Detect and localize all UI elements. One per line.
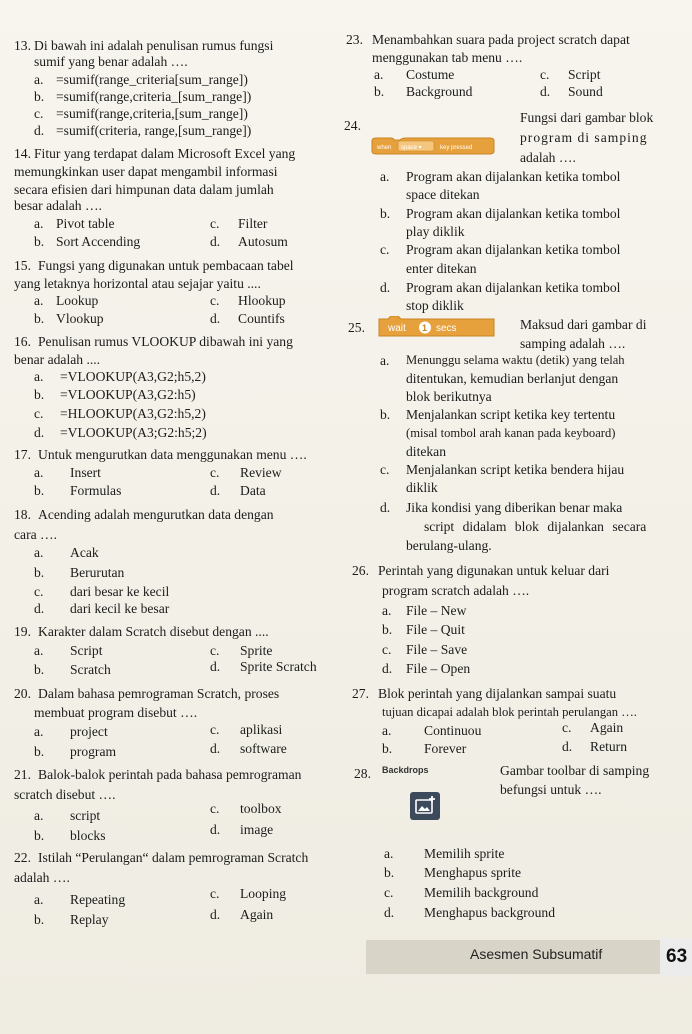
q21-option-d-letter: d. xyxy=(210,822,221,837)
q18-stem-line2: cara …. xyxy=(14,527,58,542)
block-wait-text: wait xyxy=(388,323,406,334)
q21-option-c[interactable]: toolbox xyxy=(240,801,282,816)
q27-option-c-letter: c. xyxy=(562,720,572,735)
q13-option-b-letter: b. xyxy=(34,89,45,104)
q20-option-b[interactable]: program xyxy=(70,744,117,759)
q25-option-c-line1[interactable]: Menjalankan script ketika bendera hijau xyxy=(406,462,625,477)
q22-option-d[interactable]: Again xyxy=(240,907,274,922)
q21-option-b-letter: b. xyxy=(34,828,45,843)
q27-stem-line2: tujuan dicapai adalah blok perintah perulangan …. xyxy=(382,705,637,719)
q16-option-d[interactable]: =VLOOKUP(A3;G2:h5;2) xyxy=(60,425,207,440)
q25-option-a-letter: a. xyxy=(380,353,390,368)
q14-option-a[interactable]: Pivot table xyxy=(56,216,115,231)
q14-option-d[interactable]: Autosum xyxy=(238,234,288,249)
q24-option-a-line1[interactable]: Program akan dijalankan ketika tombol xyxy=(406,169,621,184)
q25-option-a-line1[interactable]: Menunggu selama waktu (detik) yang telah xyxy=(406,353,625,367)
q20-number: 20. xyxy=(14,686,31,701)
q21-option-c-letter: c. xyxy=(210,801,220,816)
q24-option-d-letter: d. xyxy=(380,280,391,295)
q18-number: 18. xyxy=(14,507,31,522)
q27-number: 27. xyxy=(352,686,369,701)
q26-option-b[interactable]: File – Quit xyxy=(406,622,465,637)
q13-option-a-letter: a. xyxy=(34,72,44,87)
footer-label: Asesmen Subsumatif xyxy=(470,946,603,962)
q20-stem-line2: membuat program disebut …. xyxy=(34,705,198,720)
q14-option-c[interactable]: Filter xyxy=(238,216,268,231)
q22-option-b[interactable]: Replay xyxy=(70,912,109,927)
q18-option-d[interactable]: dari kecil ke besar xyxy=(70,601,170,616)
q13-stem-line1: Di bawah ini adalah penulisan rumus fungsi xyxy=(34,38,274,53)
q25-option-a-line3[interactable]: blok berikutnya xyxy=(406,389,492,404)
q26-stem-line1: Perintah yang digunakan untuk keluar dari xyxy=(378,563,610,578)
q15-option-d[interactable]: Countifs xyxy=(238,311,285,326)
q18-option-b-letter: b. xyxy=(34,565,45,580)
q17-option-a[interactable]: Insert xyxy=(70,465,101,480)
q14-option-c-letter: c. xyxy=(210,216,220,231)
q16-stem-line1: Penulisan rumus VLOOKUP dibawah ini yang xyxy=(38,334,293,349)
q26-option-b-letter: b. xyxy=(382,622,393,637)
q25-option-b-line1[interactable]: Menjalankan script ketika key tertentu xyxy=(406,407,616,422)
q19-option-c-letter: c. xyxy=(210,643,220,658)
q23-stem-line2: menggunakan tab menu …. xyxy=(372,50,523,65)
q20-option-d[interactable]: software xyxy=(240,741,287,756)
q27-option-d[interactable]: Return xyxy=(590,739,627,754)
image-add-icon xyxy=(410,792,440,820)
q17-stem-line1: Untuk mengurutkan data menggunakan menu …. xyxy=(38,447,307,462)
q23-option-c-letter: c. xyxy=(540,67,550,82)
q13-number: 13. xyxy=(14,38,31,53)
q16-option-b-letter: b. xyxy=(34,387,45,402)
q15-option-b-letter: b. xyxy=(34,311,45,326)
q25-number: 25. xyxy=(348,320,365,335)
q25-option-d-line3[interactable]: berulang-ulang. xyxy=(406,538,492,553)
q25-option-b-line2[interactable]: (misal tombol arah kanan pada keyboard) xyxy=(406,426,616,440)
q25-option-b-letter: b. xyxy=(380,407,391,422)
q22-stem-line1: Istilah “Perulangan“ dalam pemrograman Scratch xyxy=(38,850,309,865)
q19-option-b[interactable]: Scratch xyxy=(70,662,111,677)
q28-option-d[interactable]: Menghapus background xyxy=(424,905,555,920)
q19-option-b-letter: b. xyxy=(34,662,45,677)
q23-option-d[interactable]: Sound xyxy=(568,84,603,99)
q21-stem-line2: scratch disebut …. xyxy=(14,787,116,802)
q19-option-a-letter: a. xyxy=(34,643,44,658)
q24-option-c-letter: c. xyxy=(380,242,390,257)
q24-option-c-line1[interactable]: Program akan dijalankan ketika tombol xyxy=(406,242,621,257)
q23-option-b-letter: b. xyxy=(374,84,385,99)
q24-option-b-line2[interactable]: play diklik xyxy=(406,224,465,239)
q28-option-a-letter: a. xyxy=(384,846,394,861)
q15-number: 15. xyxy=(14,258,31,273)
q28-stem-line2: befungsi untuk …. xyxy=(500,782,602,797)
q23-option-d-letter: d. xyxy=(540,84,551,99)
q17-number: 17. xyxy=(14,447,31,462)
q27-option-b-letter: b. xyxy=(382,741,393,756)
q20-option-b-letter: b. xyxy=(34,744,45,759)
block-when-text: when xyxy=(377,145,392,151)
q24-option-b-line1[interactable]: Program akan dijalankan ketika tombol xyxy=(406,206,621,221)
q16-option-c[interactable]: =HLOOKUP(A3,G2:h5,2) xyxy=(60,406,206,421)
q13-stem-line2: sumif yang benar adalah …. xyxy=(34,54,188,69)
q26-option-c[interactable]: File – Save xyxy=(406,642,468,657)
q15-option-a[interactable]: Lookup xyxy=(56,293,99,308)
q19-stem-line1: Karakter dalam Scratch disebut dengan .... xyxy=(38,624,269,639)
q20-option-c[interactable]: aplikasi xyxy=(240,722,283,737)
q26-option-a-letter: a. xyxy=(382,603,392,618)
q15-option-b[interactable]: Vlookup xyxy=(56,311,104,326)
q28-number: 28. xyxy=(354,766,371,781)
q19-option-d-letter: d. xyxy=(210,659,221,674)
q13-option-b[interactable]: =sumif(range,criteria_[sum_range]) xyxy=(56,89,252,104)
q16-option-a[interactable]: =VLOOKUP(A3,G2;h5,2) xyxy=(60,369,206,384)
q13-option-d[interactable]: =sumif(criteria, range,[sum_range]) xyxy=(56,123,252,138)
q16-option-d-letter: d. xyxy=(34,425,45,440)
q24-stem-line1: Fungsi dari gambar blok xyxy=(520,110,654,125)
q17-option-c-letter: c. xyxy=(210,465,220,480)
q15-option-d-letter: d. xyxy=(210,311,221,326)
q15-option-a-letter: a. xyxy=(34,293,44,308)
q25-option-c-letter: c. xyxy=(380,462,390,477)
q22-option-c[interactable]: Looping xyxy=(240,886,287,901)
q18-option-d-letter: d. xyxy=(34,601,45,616)
q28-option-c[interactable]: Memilih background xyxy=(424,885,539,900)
block-secs-text: secs xyxy=(436,323,457,334)
q25-option-d-line1[interactable]: Jika kondisi yang diberikan benar maka xyxy=(406,500,623,515)
q13-option-d-letter: d. xyxy=(34,123,45,138)
q18-option-b[interactable]: Berurutan xyxy=(70,565,125,580)
event-block-icon xyxy=(370,137,496,155)
q15-option-c[interactable]: Hlookup xyxy=(238,293,286,308)
wait-secs-block xyxy=(378,316,496,343)
block-space-text: space ▾ xyxy=(401,145,422,151)
q14-option-d-letter: d. xyxy=(210,234,221,249)
q27-option-a-letter: a. xyxy=(382,723,392,738)
q26-number: 26. xyxy=(352,563,369,578)
q23-option-a-letter: a. xyxy=(374,67,384,82)
q23-option-b[interactable]: Background xyxy=(406,84,473,99)
q24-option-a-line2[interactable]: space ditekan xyxy=(406,187,480,202)
q18-option-c[interactable]: dari besar ke kecil xyxy=(70,584,170,599)
q17-option-a-letter: a. xyxy=(34,465,44,480)
q23-stem-line1: Menambahkan suara pada project scratch dapat xyxy=(372,32,630,47)
q20-option-c-letter: c. xyxy=(210,722,220,737)
when-key-pressed-block xyxy=(370,137,496,160)
q22-option-c-letter: c. xyxy=(210,886,220,901)
q19-option-d[interactable]: Sprite Scratch xyxy=(240,659,317,674)
q25-option-b-line3[interactable]: ditekan xyxy=(406,444,447,459)
q27-option-d-letter: d. xyxy=(562,739,573,754)
q27-option-a[interactable]: Continuou xyxy=(424,723,482,738)
q23-option-a[interactable]: Costume xyxy=(406,67,455,82)
q22-option-d-letter: d. xyxy=(210,907,221,922)
q25-stem-line1: Maksud dari gambar di xyxy=(520,317,647,332)
block-key-text: key pressed xyxy=(440,145,473,151)
q18-option-a-letter: a. xyxy=(34,545,44,560)
q27-option-c[interactable]: Again xyxy=(590,720,624,735)
q21-number: 21. xyxy=(14,767,31,782)
q13-option-c-letter: c. xyxy=(34,106,44,121)
q24-number: 24. xyxy=(344,118,361,133)
q16-number: 16. xyxy=(14,334,31,349)
q14-number: 14. xyxy=(14,146,31,161)
q15-stem-line1: Fungsi yang digunakan untuk pembacaan tabel xyxy=(38,258,294,273)
paint-new-backdrop-icon xyxy=(410,792,440,825)
q17-option-d[interactable]: Data xyxy=(240,483,266,498)
q16-stem-line2: benar adalah .... xyxy=(14,352,101,367)
page-number: 63 xyxy=(660,938,692,976)
q15-stem-line2: yang letaknya horizontal atau sejajar yaitu .... xyxy=(14,276,261,291)
q25-option-c-line2[interactable]: diklik xyxy=(406,480,438,495)
q23-option-c[interactable]: Script xyxy=(568,67,601,82)
q28-option-b-letter: b. xyxy=(384,865,395,880)
q21-option-a[interactable]: script xyxy=(70,808,101,823)
q19-option-c[interactable]: Sprite xyxy=(240,643,273,658)
q25-stem-line2: samping adalah …. xyxy=(520,336,626,351)
q28-option-c-letter: c. xyxy=(384,885,394,900)
q27-stem-line1: Blok perintah yang dijalankan sampai suatu xyxy=(378,686,617,701)
q16-option-c-letter: c. xyxy=(34,406,44,421)
q21-option-d[interactable]: image xyxy=(240,822,274,837)
q25-option-d-letter: d. xyxy=(380,500,391,515)
q27-option-b[interactable]: Forever xyxy=(424,741,467,756)
q22-option-a-letter: a. xyxy=(34,892,44,907)
q14-stem-line4: besar adalah …. xyxy=(14,198,102,213)
q26-option-d[interactable]: File – Open xyxy=(406,661,471,676)
q17-option-b-letter: b. xyxy=(34,483,45,498)
q23-number: 23. xyxy=(346,32,363,47)
q26-option-c-letter: c. xyxy=(382,642,392,657)
q24-stem-line3: adalah …. xyxy=(520,150,576,165)
q25-option-a-line2[interactable]: ditentukan, kemudian berlanjut dengan xyxy=(406,371,619,386)
q28-option-d-letter: d. xyxy=(384,905,395,920)
q22-option-b-letter: b. xyxy=(34,912,45,927)
block-seconds-value: 1 xyxy=(422,323,428,333)
q14-stem-line1: Fitur yang terdapat dalam Microsoft Excel yang xyxy=(34,146,296,161)
q13-option-c[interactable]: =sumif(range,criteria,[sum_range]) xyxy=(56,106,248,121)
q14-option-b[interactable]: Sort Accending xyxy=(56,234,141,249)
q14-option-a-letter: a. xyxy=(34,216,44,231)
q19-option-a[interactable]: Script xyxy=(70,643,103,658)
q16-option-b[interactable]: =VLOOKUP(A3,G2:h5) xyxy=(60,387,196,402)
q25-option-d-line2[interactable]: script didalam blok dijalankan secara xyxy=(424,519,647,534)
q15-option-c-letter: c. xyxy=(210,293,220,308)
q28-stem-line1: Gambar toolbar di samping xyxy=(500,763,650,778)
q20-stem-line1: Dalam bahasa pemrograman Scratch, proses xyxy=(38,686,280,701)
q24-option-c-line2[interactable]: enter ditekan xyxy=(406,261,477,276)
q17-option-b[interactable]: Formulas xyxy=(70,483,122,498)
wait-block-icon xyxy=(378,316,496,338)
q16-option-a-letter: a. xyxy=(34,369,44,384)
q28-option-b[interactable]: Menghapus sprite xyxy=(424,865,522,880)
q26-stem-line2: program scratch adalah …. xyxy=(382,583,530,598)
q14-stem-line3: secara efisien dari himpunan data dalam jumlah xyxy=(14,182,274,197)
q19-number: 19. xyxy=(14,624,31,639)
q22-option-a[interactable]: Repeating xyxy=(70,892,126,907)
q20-option-a-letter: a. xyxy=(34,724,44,739)
q26-option-d-letter: d. xyxy=(382,661,393,676)
q24-option-d-line2[interactable]: stop diklik xyxy=(406,298,464,313)
q18-option-c-letter: c. xyxy=(34,584,44,599)
q20-option-d-letter: d. xyxy=(210,741,221,756)
q14-stem-line2: memungkinkan user dapat mengambil informasi xyxy=(14,164,278,179)
q21-stem-line1: Balok-balok perintah pada bahasa pemrograman xyxy=(38,767,302,782)
q17-option-d-letter: d. xyxy=(210,483,221,498)
q22-stem-line2: adalah …. xyxy=(14,870,70,885)
q28-option-a[interactable]: Memilih sprite xyxy=(424,846,505,861)
q24-option-b-letter: b. xyxy=(380,206,391,221)
q24-option-a-letter: a. xyxy=(380,169,390,184)
q22-number: 22. xyxy=(14,850,31,865)
q21-option-b[interactable]: blocks xyxy=(70,828,106,843)
q26-option-a[interactable]: File – New xyxy=(406,603,467,618)
q24-option-d-line1[interactable]: Program akan dijalankan ketika tombol xyxy=(406,280,621,295)
q18-stem-line1: Acending adalah mengurutkan data dengan xyxy=(38,507,274,522)
q24-stem-line2: program di samping xyxy=(520,130,648,145)
q20-option-a[interactable]: project xyxy=(70,724,108,739)
q13-option-a[interactable]: =sumif(range_criteria[sum_range]) xyxy=(56,72,248,87)
backdrops-label: Backdrops xyxy=(382,765,429,775)
q14-option-b-letter: b. xyxy=(34,234,45,249)
q18-option-a[interactable]: Acak xyxy=(70,545,99,560)
q21-option-a-letter: a. xyxy=(34,808,44,823)
q17-option-c[interactable]: Review xyxy=(240,465,282,480)
